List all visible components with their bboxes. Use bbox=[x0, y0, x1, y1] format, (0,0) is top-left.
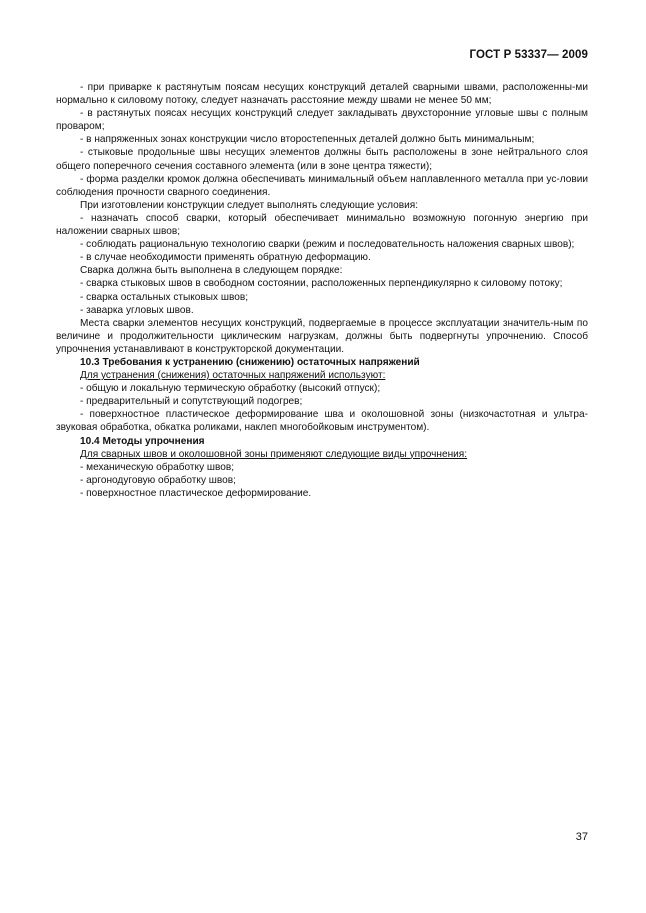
underlined-text: Для устранения (снижения) остаточных напряжений используют: bbox=[80, 370, 386, 382]
section-heading: 10.4 Методы упрочнения bbox=[80, 435, 205, 447]
paragraph: - назначать способ сварки, который обеспечивает минимально возможную погонную энергию при наложении сварных швов; bbox=[56, 212, 588, 238]
paragraph: При изготовлении конструкции следует выполнять следующие условия: bbox=[80, 199, 419, 211]
paragraph: - сварка остальных стыковых швов; bbox=[80, 291, 249, 303]
page-number: 37 bbox=[575, 831, 588, 843]
paragraph: - заварка угловых швов. bbox=[80, 304, 194, 316]
paragraph: Сварка должна быть выполнена в следующем порядке: bbox=[80, 265, 343, 277]
section-heading: 10.3 Требования к устранению (снижению) остаточных напряжений bbox=[80, 356, 420, 368]
underlined-text: Для сварных швов и околошовной зоны применяют следующие виды упрочнения: bbox=[80, 448, 468, 460]
paragraph: - в случае необходимости применять обратную деформацию. bbox=[80, 252, 371, 264]
paragraph: - форма разделки кромок должна обеспечивать минимальный объем наплавленного металла при ус-ловии соблюдения прочности сварного соединения. bbox=[56, 173, 588, 198]
paragraph: - механическую обработку швов; bbox=[80, 461, 235, 473]
document-id-header: ГОСТ Р 53337— 2009 bbox=[469, 49, 588, 61]
paragraph: - аргонодуговую обработку швов; bbox=[80, 474, 236, 486]
document-body bbox=[56, 81, 588, 500]
paragraph: - общую и локальную термическую обработку (высокий отпуск); bbox=[80, 383, 381, 395]
paragraph: - предварительный и сопутствующий подогрев; bbox=[80, 396, 303, 408]
paragraph: - соблюдать рациональную технологию сварки (режим и последовательность наложения сварных швов); bbox=[80, 239, 575, 251]
paragraph: - сварка стыковых швов в свободном состоянии, расположенных перпендикулярно к силовому потоку; bbox=[80, 278, 563, 290]
paragraph: - стыковые продольные швы несущих элементов должны быть расположены в зоне нейтрального слоя общего поперечного сечения составного элемента (или в зоне центра тяжести); bbox=[56, 147, 588, 172]
underlined-paragraph bbox=[56, 448, 588, 461]
paragraph: - в напряженных зонах конструкции число второстепенных деталей должно быть минимальным; bbox=[80, 134, 535, 146]
paragraph: Места сварки элементов несущих конструкций, подвергаемые в процессе эксплуатации значитель-ным по величине и продолжительности циклическим нагрузкам, должны быть подвергнуты упрочнению. Способ упрочнения устанавливают в конструкторской документации. bbox=[56, 317, 588, 355]
paragraph: - поверхностное пластическое деформирование шва и околошовной зоны (низкочастотная и ультра-звуковая обработка, обкатка роликами, наклеп многобойковым инструментом). bbox=[56, 409, 588, 434]
paragraph: - поверхностное пластическое деформирование. bbox=[80, 487, 312, 499]
paragraph: - при приварке к растянутым поясам несущих конструкций деталей сварными швами, расположенны-ми нормально к силовому потоку, следует назначать расстояние между швами не менее 50 мм; bbox=[56, 82, 588, 107]
paragraph: - в растянутых поясах несущих конструкций следует закладывать двухсторонние угловые швы с полным проваром; bbox=[56, 108, 588, 133]
underlined-paragraph bbox=[56, 369, 588, 382]
